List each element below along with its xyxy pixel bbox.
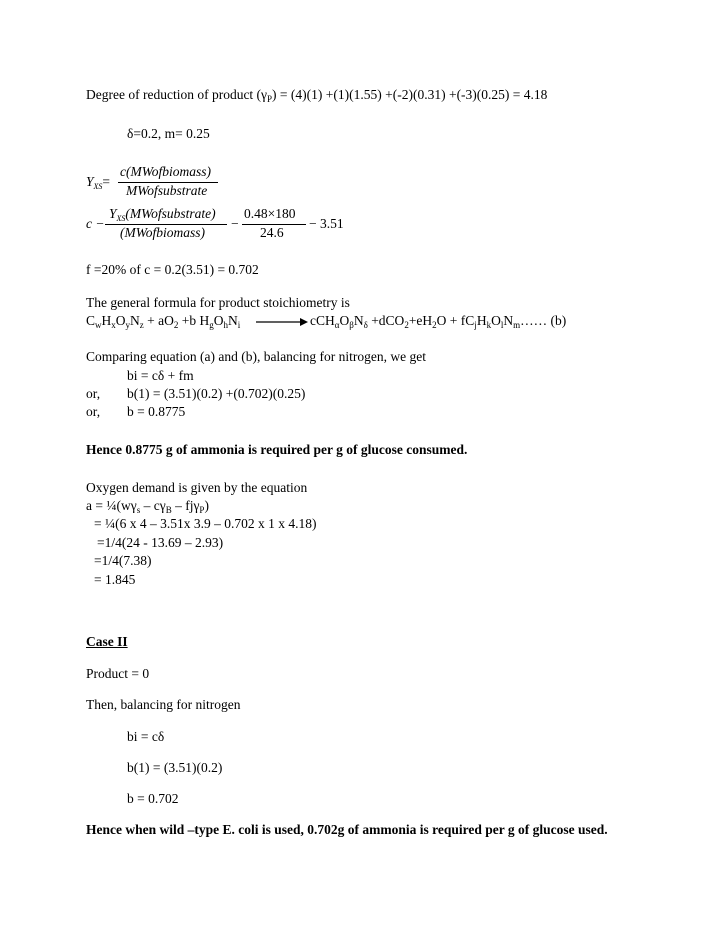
c-denominator-1: (MWofbiomass) — [120, 225, 206, 240]
stoichiometry-equation-right: $cCH_\alpha O_\beta N_\delta +dCO_2+eH_2O$ + $fC_jH_kO_lN_m\dots\dots$ (b) — [310, 313, 567, 330]
or-equation-2: b = 0.8775 — [127, 404, 186, 419]
a-step-3: =1/4(24 - 13.69 – 2.93) — [97, 535, 224, 550]
degree-text-post: ) = (4)(1) +(1)(1.55) +(-2)(0.31) +(-3)(0.25) = 4.18 — [272, 87, 548, 102]
then-balancing-text: Then, balancing for nitrogen — [86, 697, 241, 712]
bi-equation: bi = cδ + fm — [127, 368, 194, 383]
yxs-subscript: XS — [93, 182, 103, 191]
or-equation-1: b(1) = (3.51)(0.2) +(0.702)(0.25) — [127, 386, 306, 401]
c-rhs: − 3.51 — [309, 216, 344, 231]
or-label-1: or, — [86, 386, 101, 401]
c-numerator-2: 0.48×180 — [244, 206, 296, 221]
delta-m-line: δ=0.2, m= 0.25 — [127, 126, 210, 141]
yxs-symbol — [86, 174, 110, 190]
reaction-arrow-icon — [256, 316, 308, 328]
b1-equation: b(1) = (3.51)(0.2) — [127, 760, 223, 775]
a-equation: $a = \frac{1}{4}(w\gamma_s - c\gamma_B - fj\gamma_P)$ — [86, 498, 209, 515]
b-result: b = 0.702 — [127, 791, 179, 806]
gamma-subscript: P — [267, 94, 273, 104]
a-step-2: = ¼(6 x 4 – 3.51x 3.9 – 0.702 x 1 x 4.18) — [94, 516, 317, 531]
yxs-denominator: MWofsubstrate — [126, 183, 208, 198]
yxs-numerator: c(MWofbiomass) — [120, 164, 211, 179]
degree-text-pre: Degree of reduction of product (γ — [86, 87, 268, 102]
c-denominator-2: 24.6 — [260, 225, 284, 240]
stoichiometry-equation-left: $C_wH_xO_yN_z + aO_2 +b$ $H_gO_hN_i$ — [86, 313, 241, 330]
or-label-2: or, — [86, 404, 101, 419]
c-lhs: c − — [86, 216, 105, 231]
product-zero-text: Product = 0 — [86, 666, 150, 681]
c-yxs-subscript: XS — [116, 214, 126, 223]
bi-cdelta-equation: bi = cδ — [127, 729, 165, 744]
c-yxs-y: Y — [109, 206, 117, 221]
a-step-5: = 1.845 — [94, 572, 136, 587]
hence-wild-type-conclusion: Hence when wild –type E. coli is used, 0.702g of ammonia is required per g of glucose used. — [86, 822, 608, 837]
a-step-4: =1/4(7.38) — [94, 553, 152, 568]
degree-of-reduction-line — [86, 87, 547, 103]
c-minus: − — [231, 216, 239, 231]
case-ii-heading: Case II — [86, 634, 128, 649]
f-line: f =20% of c = 0.2(3.51) = 0.702 — [86, 262, 259, 277]
hence-ammonia-conclusion: Hence 0.8775 g of ammonia is required per g of glucose consumed. — [86, 442, 468, 457]
comparing-text: Comparing equation (a) and (b), balancing for nitrogen, we get — [86, 349, 427, 364]
yxs-equals: = — [102, 174, 111, 189]
general-formula-text: The general formula for product stoichiometry is — [86, 295, 350, 310]
c-numerator-rest: (MWofsubstrate) — [125, 206, 216, 221]
c-numerator-1 — [109, 206, 216, 222]
yxs-y: Y — [86, 174, 94, 189]
oxygen-demand-text: Oxygen demand is given by the equation — [86, 480, 308, 495]
